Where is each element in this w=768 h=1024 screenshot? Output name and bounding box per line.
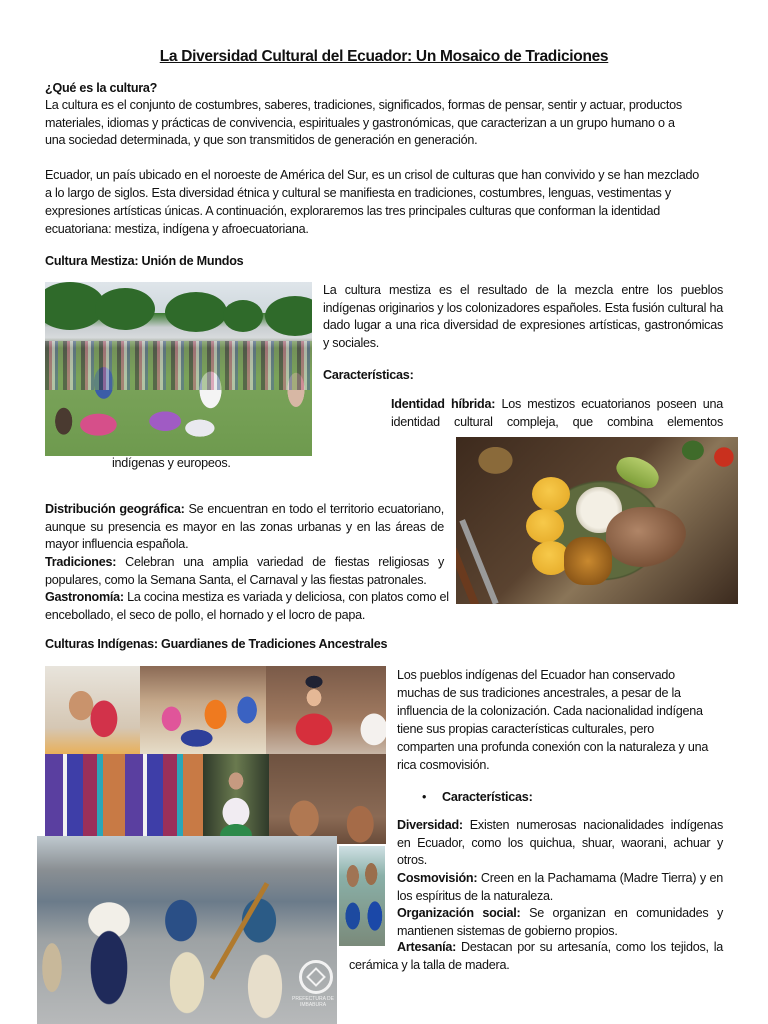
mestiza-item-traditions: Tradiciones: Celebran una amplia variedad de fiestas religiosas y populares, como la Semana Santa, el Carnaval y las fiestas patronales. <box>45 555 444 587</box>
context-line-3: expresiones artísticas únicas. A continuación, exploraremos las tres principales culturas que conforman la identidad <box>45 204 661 218</box>
context-line-4: ecuatoriana: mestiza, indígena y afroecuatoriana. <box>45 222 309 236</box>
mestiza-characteristics-label: Características: <box>323 368 414 382</box>
indigena-paragraph-line-1: Los pueblos indígenas del Ecuador han conservado <box>397 668 675 682</box>
mestiza-paragraph: La cultura mestiza es el resultado de la mezcla entre los pueblos indígenas originarios y los colonizadores españoles. Esta fusión cultural ha dado lugar a una rica diversidad de expresiones artísticas, gastronómicas y sociales. <box>323 283 723 350</box>
mestiza-item-geographic-distribution: Distribución geográfica: Se encuentran en todo el territorio ecuatoriano, aunque su presencia es mayor en las zonas urbanas y en las áreas de mayor influencia española. <box>45 502 444 552</box>
intro-heading: ¿Qué es la cultura? <box>45 81 158 95</box>
mestiza-heading: Cultura Mestiza: Unión de Mundos <box>45 254 244 268</box>
definition-line-1: La cultura es el conjunto de costumbres, saberes, tradiciones, significados, formas de pensar, sentir y actuar, productos <box>45 98 682 112</box>
cemetery-gathering-photo <box>45 282 312 456</box>
mestiza-item-hybrid-identity: Identidad híbrida: Los mestizos ecuatorianos poseen una <box>391 397 723 411</box>
indigena-paragraph-line-4: tiene sus propias características culturales, pero <box>397 722 654 736</box>
indigena-item-social-organization: Organización social: Se organizan en comunidades y mantienen sistemas de gobierno propios. <box>397 906 724 938</box>
page-title: La Diversidad Cultural del Ecuador: Un Mosaico de Tradiciones <box>159 48 609 65</box>
indigena-item-cosmovision: Cosmovisión: Creen en la Pachamama (Madre Tierra) y en los espíritus de la naturaleza. <box>397 871 723 903</box>
mestiza-item-gastronomy: Gastronomía: La cocina mestiza es variada y deliciosa, con platos como el encebollado, el seco de pollo, el hornado y el locro de papa. <box>45 590 449 622</box>
indigenous-collage-photo <box>45 666 386 844</box>
prefecture-logo-icon <box>299 960 333 994</box>
definition-line-3: una sociedad determinada, y que son transmitidos de generación en generación. <box>45 133 478 147</box>
definition-line-2: materiales, idiomas y prácticas de convivencia, espirituales y gastronómicas, que caracterizan a un grupo humano o a <box>45 116 675 130</box>
indigena-paragraph-line-2: muchas de sus tradiciones ancestrales, a pesar de la <box>397 686 681 700</box>
context-line-1: Ecuador, un país ubicado en el noroeste de América del Sur, es un crisol de culturas que han convivido y se han mezclado <box>45 168 699 182</box>
indigena-item-crafts-cont: cerámica y la talla de madera. <box>349 958 510 972</box>
bullet-icon: • <box>422 790 427 804</box>
watermark-text: PREFECTURA DE IMBABURA <box>292 996 334 1008</box>
indigena-paragraph-line-5: comparten una profunda conexión con la naturaleza y una <box>397 740 709 754</box>
indigena-characteristics-label: Características: <box>442 790 533 804</box>
indigena-item-crafts: Artesanía: Destacan por su artesanía, como los tejidos, la <box>397 940 723 954</box>
mestiza-item-hybrid-identity-cont: identidad cultural compleja, que combina elementos <box>391 415 723 429</box>
indigena-heading: Culturas Indígenas: Guardianes de Tradiciones Ancestrales <box>45 637 388 651</box>
indigena-paragraph-line-6: rica cosmovisión. <box>397 758 490 772</box>
context-line-2: a lo largo de siglos. Esta diversidad étnica y cultural se manifiesta en tradiciones, costumbres, lenguas, vestimentas y <box>45 186 671 200</box>
festival-dance-photo <box>37 836 337 1024</box>
item-label: Identidad híbrida: <box>391 397 496 411</box>
indigena-item-diversity: Diversidad: Existen numerosas nacionalidades indígenas en Ecuador, como los quichua, shuar, waorani, achuar y otros. <box>397 818 723 868</box>
amazon-community-photo <box>339 846 385 946</box>
mestiza-item-hybrid-identity-end: indígenas y europeos. <box>112 456 231 470</box>
indigena-paragraph-line-3: influencia de la colonización. Cada nacionalidad indígena <box>397 704 703 718</box>
ecuadorian-dish-photo <box>456 437 738 604</box>
